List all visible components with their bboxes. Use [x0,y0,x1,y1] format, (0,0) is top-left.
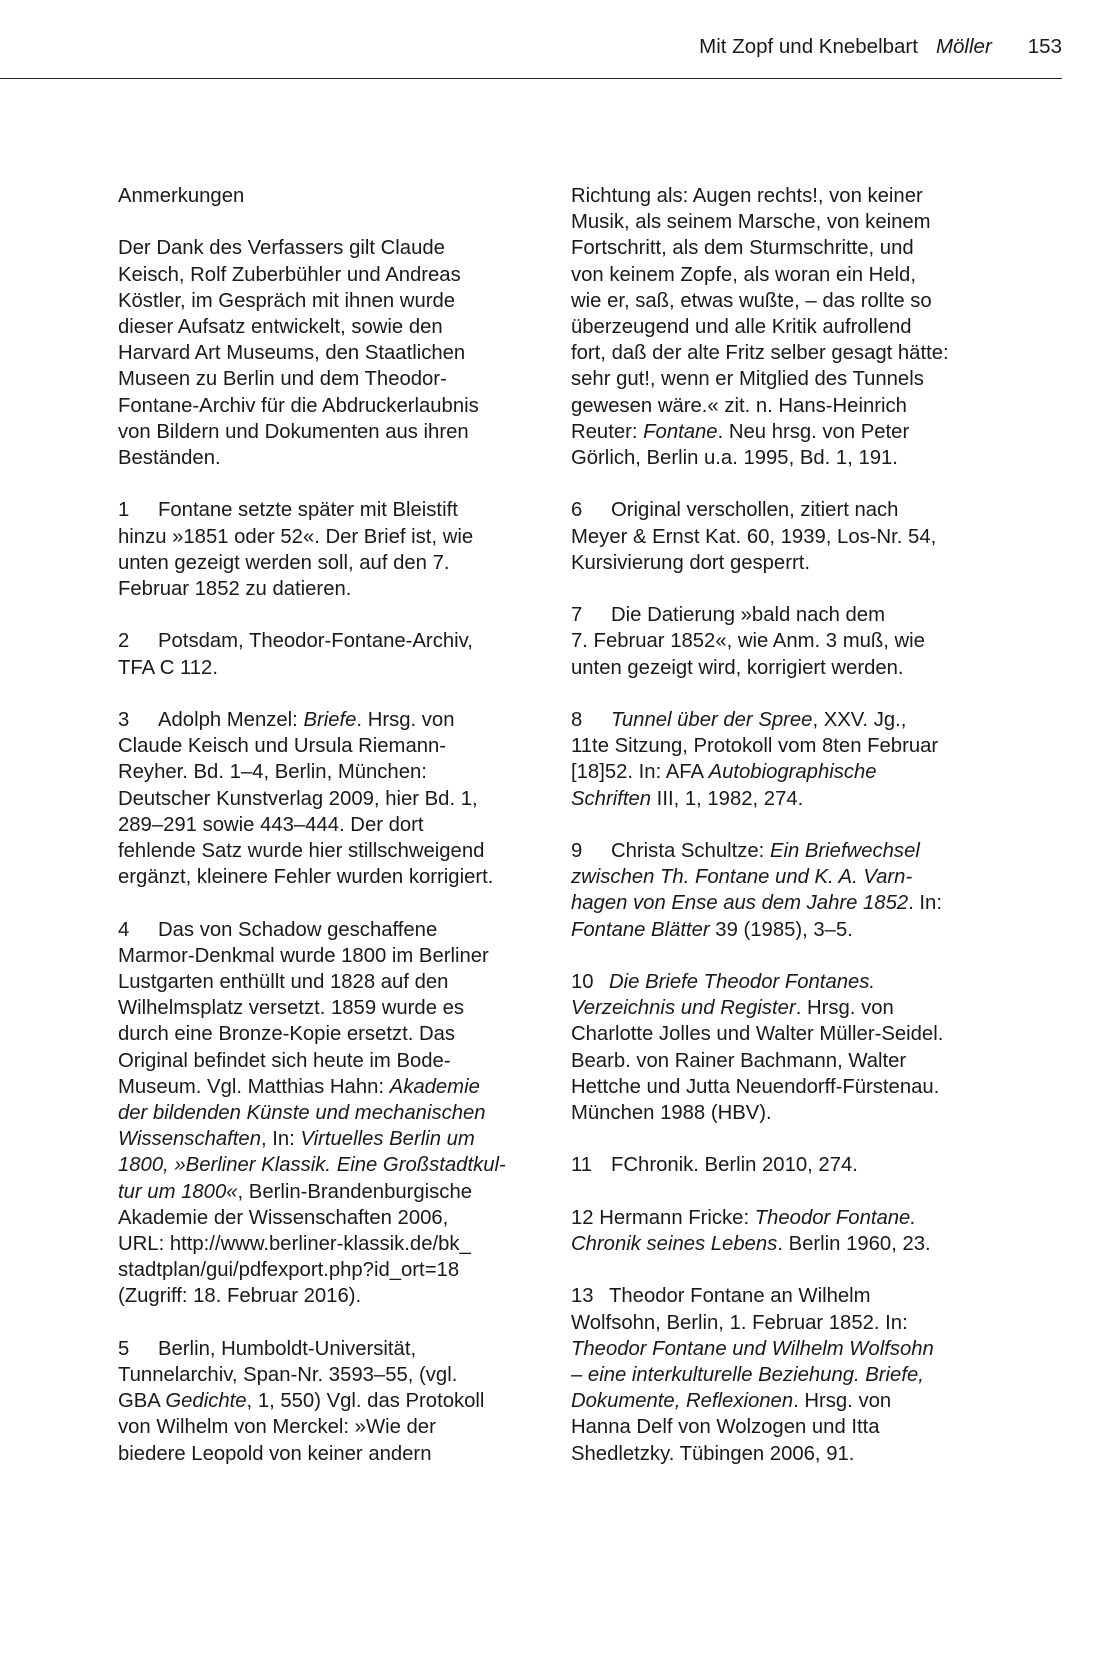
note-number: 2 [118,630,130,653]
endnote-6: 6 Original verschollen, zitiert nach Meyer & Ernst Kat. 60, 1939, Los-Nr. 54, Kursivierung dort gesperrt. [571,499,937,574]
page-number: 153 [1027,35,1062,58]
running-header [0,0,1062,79]
url-text: URL: http://www.berliner-klassik.de/bk_ [118,1233,471,1256]
note-number: 6 [571,499,583,522]
endnote-7: 7 Die Datierung »bald nach dem 7. Februar 1852«, wie Anm. 3 muß, wie unten gezeigt wird, korrigiert werden. [571,604,925,679]
endnote-1: 1 Fontane setzte später mit Bleistift hinzu »1851 oder 52«. Der Brief ist, wie unten gezeigt werden soll, auf den 7. Februar 1852 zu datieren. [118,499,474,601]
endnote-3: 3 Adolph Menzel: Briefe. Hrsg. von Claude Keisch und Ursula Riemann- Reyher. Bd. 1–4, Berlin, München: Deutscher Kunstverlag 2009, hier Bd. 1, 289–291 sowie 443–444. Der dort fehlende Satz wurde hier stillschweigend ergänzt, kleinere Fehler wurden korrigiert. [118,709,494,889]
note-number: 9 [571,840,583,863]
endnote-8: 8 Tunnel über der Spree, XXV. Jg., 11te Sitzung, Protokoll vom 8ten Februar [18]52. In: AFA Autobiographische Schriften III, 1, 1982, 274. [571,709,939,810]
note-number: 10 [571,971,594,994]
notes-heading: Anmerkungen [118,185,245,207]
note-number: 12 [571,1206,594,1229]
endnote-13: 13 Theodor Fontane an Wilhelm Wolfsohn, Berlin, 1. Februar 1852. In: Theodor Fontane und Wilhelm Wolfsohn – eine interkulturelle Beziehung. Briefe, Dokumente, Reflexionen. Hrsg. von Hanna Delf von Wolzogen und Itta Shedletzky. Tübingen 2006, 91. [571,1285,934,1465]
endnote-10: 10 Die Briefe Theodor Fontanes. Verzeichnis und Register. Hrsg. von Charlotte Jolles und Walter Müller-Seidel. Bearb. von Rainer Bachmann, Walter Hettche und Jutta Neuendorff-Fürstenau. München 1988 (HBV). [571,971,944,1125]
endnote-2: 2 Potsdam, Theodor-Fontane-Archiv, TFA C 112. [118,630,473,679]
note-number: 4 [118,918,130,941]
note-number: 8 [571,709,583,732]
note-number: 11 [571,1154,593,1177]
note-number: 1 [118,499,130,522]
endnote-11: 11 FChronik. Berlin 2010, 274. [571,1152,1001,1178]
note-number: 5 [118,1337,130,1360]
right-column [571,183,1001,1467]
endnote-9: 9 Christa Schultze: Ein Briefwechsel zwischen Th. Fontane und K. A. Varn- hagen von Ense aus dem Jahre 1852. In: Fontane Blätter 39 (1985), 3–5. [571,840,942,941]
endnote-5-continued: Richtung als: Augen rechts!, von keiner Musik, als seinem Marsche, von keinem Fortschritt, als dem Sturmschritte, und von keinem Zopfe, als woran ein Held, wie er, saß, etwas wußte, – das rollte so überzeugend und alle Kritik aufrollend fort, daß der alte Fritz selber gesagt hätte: sehr gut!, wenn er Mitglied des Tunnels gewesen wäre.« zit. n. Hans-Heinrich Reuter: Fontane. Neu hrsg. von Peter Görlich, Berlin u.a. 1995, Bd. 1, 191. [571,185,949,470]
acknowledgement-paragraph: Der Dank des Verfassers gilt Claude Keisch, Rolf Zuberbühler und Andreas Köstler, im Gespräch mit ihnen wurde dieser Aufsatz entwickelt, sowie den Harvard Art Museums, den Staatlichen Museen zu Berlin und dem Theodor- Fontane-Archiv für die Abdruckerlaubnis von Bildern und Dokumenten aus ihren Beständen. [118,237,479,470]
endnote-5: 5 Berlin, Humboldt-Universität, Tunnelarchiv, Span-Nr. 3593–55, (vgl. GBA Gedichte, 1, 550) Vgl. das Protokoll von Wilhelm von Merckel: »Wie der biedere Leopold von keiner andern [118,1337,485,1465]
note-number: 13 [571,1285,594,1308]
endnote-12: 12 Hermann Fricke: Theodor Fontane. Chronik seines Lebens. Berlin 1960, 23. [571,1206,931,1256]
running-title: Mit Zopf und Knebelbart [699,35,918,58]
note-number: 7 [571,604,583,627]
left-column [118,183,548,1467]
endnote-4: 4 Das von Schadow geschaffene Marmor-Denkmal wurde 1800 im Berliner Lustgarten enthüllt und 1828 auf den Wilhelmsplatz versetzt. 1859 wurde es durch eine Bronze-Kopie ersetzt. Das Original befindet sich heute im Bode- Museum. Vgl. Matthias Hahn: Akademie der bildenden Künste und mechanischen Wissenschaften, In: Virtuelles Berlin um 1800, »Berliner Klassik. Eine Großstadtkul- tur um 1800«, Berlin-Brandenburgische Akademie der Wissenschaften 2006, URL: http://www.berliner-klassik.de/bk_ stadtplan/gui/pdfexport.php?id_ort=18 (Zugriff: 18. Februar 2016). [118,917,548,1310]
running-author: Möller [935,35,992,58]
header-text [699,34,1062,60]
note-number: 3 [118,709,130,731]
